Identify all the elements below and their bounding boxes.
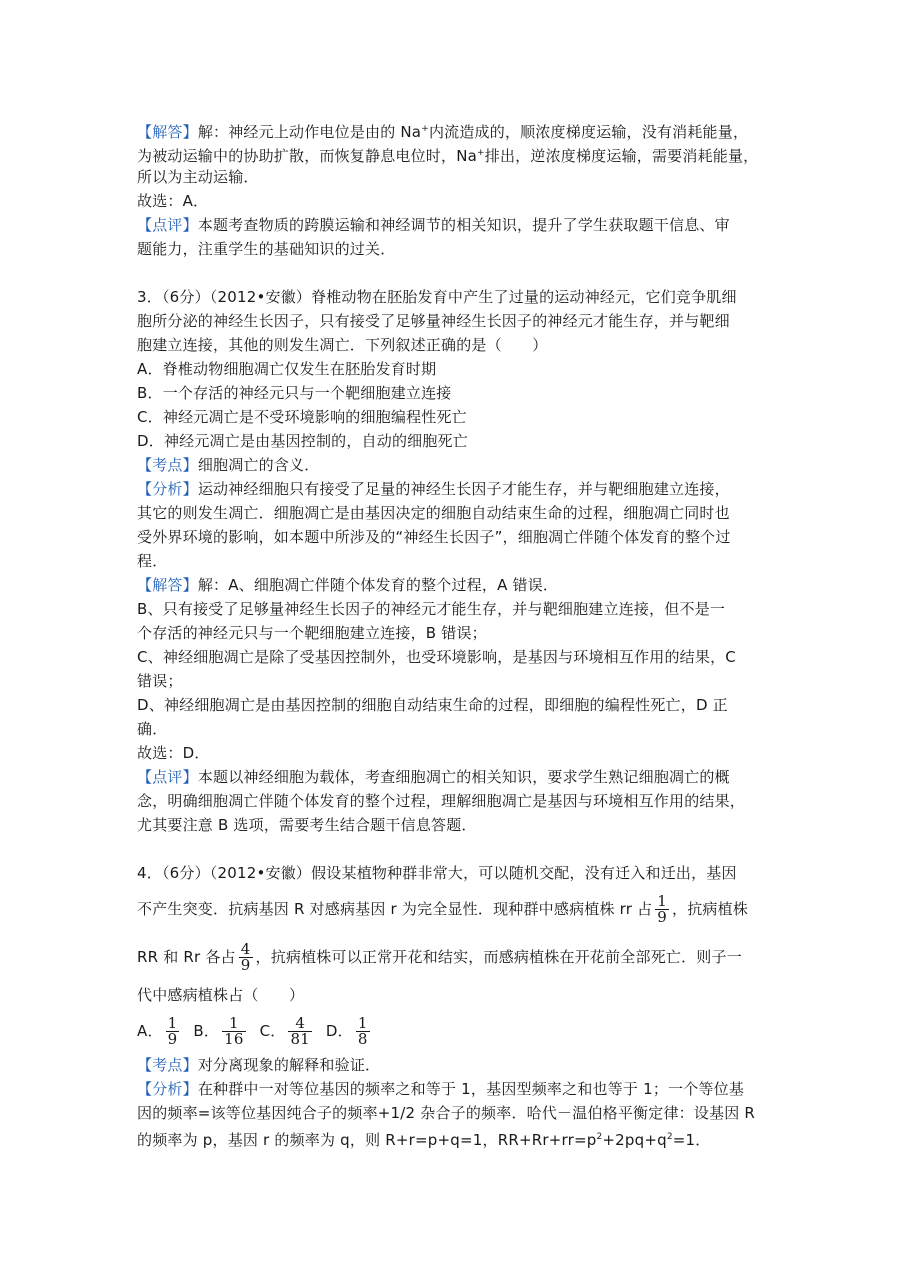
solution-line: B、只有接受了足够量神经生长因子的神经元才能生存，并与靶细胞建立连接，但不是一 <box>137 600 726 618</box>
option-d: D． <box>325 1022 353 1040</box>
analysis-line: 受外界环境的影响，如本题中所涉及的“神经生长因子”，细胞凋亡伴随个体发育的整个过 <box>137 528 731 546</box>
question-4-stem: 不产生突变．抗病基因 R 对感病基因 r 为完全显性．现种群中感病植株 rr 占 $\frac{1}{9}$ ，抗病植株 <box>137 892 749 926</box>
fraction: $\frac{1}{8}$ <box>357 1014 368 1048</box>
option-b: B．一个存活的神经元只与一个靶细胞建立连接 <box>137 384 452 402</box>
spacer <box>137 261 777 285</box>
fraction: $\frac{1}{9}$ <box>657 892 668 926</box>
choice-line: 故选：D． <box>137 744 210 762</box>
option-b: B． <box>193 1022 220 1040</box>
review-tag: 【点评】 <box>137 768 198 786</box>
question-4-stem: 4．（6分）（2012•安徽）假设某植物种群非常大，可以随机交配，没有迁入和迁出，基因 <box>137 864 737 882</box>
option-a: A．脊椎动物细胞凋亡仅发生在胚胎发育时期 <box>137 360 437 378</box>
solution-line: 确． <box>137 720 168 738</box>
analysis-line: 【分析】运动神经细胞只有接受了足量的神经生长因子才能生存，并与靶细胞建立连接， <box>137 480 730 498</box>
fraction: $\frac{1}{16}$ <box>224 1014 244 1048</box>
kaodian-tag: 【考点】 <box>137 456 198 474</box>
option-d: D．神经元凋亡是由基因控制的，自动的细胞死亡 <box>137 432 468 450</box>
solution-line: D、神经细胞凋亡是由基因控制的细胞自动结束生命的过程，即细胞的编程性死亡，D 正 <box>137 696 728 714</box>
review-tag: 【点评】 <box>137 216 198 234</box>
question-3-stem: 3．（6分）（2012•安徽）脊椎动物在胚胎发育中产生了过量的运动神经元，它们竞争肌细 <box>137 288 737 306</box>
review-line: 【点评】本题以神经细胞为载体，考查细胞凋亡的相关知识，要求学生熟记细胞凋亡的概 <box>137 768 730 786</box>
solution-line: 【解答】解：A、细胞凋亡伴随个体发育的整个过程，A 错误． <box>137 576 559 594</box>
analysis-tag: 【分析】 <box>137 480 198 498</box>
question-3-stem: 胞所分泌的神经生长因子，只有接受了足够量神经生长因子的神经元才能生存，并与靶细 <box>137 312 730 330</box>
option-c: C． <box>259 1022 286 1040</box>
analysis-line: 因的频率=该等位基因纯合子的频率+1/2 杂合子的频率．哈代－温伯格平衡定律：设基因 R <box>137 1104 756 1122</box>
answer-line: 为被动运输中的协助扩散，而恢复静息电位时，Na+排出，逆浓度梯度运输，需要消耗能量， <box>137 147 759 165</box>
fraction: $\frac{1}{9}$ <box>167 1014 178 1048</box>
question-4-options <box>137 1009 777 1053</box>
spacer <box>137 837 777 861</box>
knowledge-point: 【考点】细胞凋亡的含义． <box>137 456 320 474</box>
analysis-line: 的频率为 p，基因 r 的频率为 q，则 R+r=p+q=1，$RR+Rr+rr=p^2+2pq+q^2=1$． <box>137 1131 711 1149</box>
analysis-line: 其它的则发生凋亡．细胞凋亡是由基因决定的细胞自动结束生命的过程，细胞凋亡同时也 <box>137 504 730 522</box>
solution-tag: 【解答】 <box>137 576 198 594</box>
option-a: A． <box>137 1022 163 1040</box>
review-line: 题能力，注重学生的基础知识的过关． <box>137 240 396 258</box>
review-line: 念，明确细胞凋亡伴随个体发育的整个过程，理解细胞凋亡是基因与环境相互作用的结果， <box>137 792 746 810</box>
analysis-line: 程． <box>137 552 168 570</box>
solution-line: 个存活的神经元只与一个靶细胞建立连接，B 错误； <box>137 624 487 642</box>
question-4-stem: RR 和 Rr 各占 $\frac{4}{9}$ ，抗病植株可以正常开花和结实，而感病植株在开花前全部死亡．则子一 <box>137 940 742 974</box>
analysis-tag: 【分析】 <box>137 1080 198 1098</box>
option-c: C．神经元凋亡是不受环境影响的细胞编程性死亡 <box>137 408 467 426</box>
question-3-stem: 胞建立连接，其他的则发生凋亡．下列叙述正确的是（ ） <box>137 336 548 354</box>
fraction: $\frac{4}{81}$ <box>290 1014 310 1048</box>
knowledge-point: 【考点】对分离现象的解释和验证． <box>137 1056 381 1074</box>
answer-line: 所以为主动运输． <box>137 168 259 186</box>
kaodian-tag: 【考点】 <box>137 1056 198 1074</box>
review-line: 【点评】本题考查物质的跨膜运输和神经调节的相关知识，提升了学生获取题干信息、审 <box>137 216 730 234</box>
question-4-stem: 代中感病植株占（ ） <box>137 986 305 1004</box>
review-line: 尤其要注意 B 选项，需要考生结合题干信息答题． <box>137 816 477 834</box>
document-page <box>137 117 777 1149</box>
choice-line: 故选：A． <box>137 192 209 210</box>
solution-line: 错误； <box>137 672 183 690</box>
answer-tag: 【解答】 <box>137 123 198 141</box>
answer-line: 【解答】解：神经元上动作电位是由的 Na+内流造成的，顺浓度梯度运输，没有消耗能量， <box>137 123 749 141</box>
solution-line: C、神经细胞凋亡是除了受基因控制外，也受环境影响，是基因与环境相互作用的结果，C <box>137 648 736 666</box>
analysis-line: 【分析】在种群中一对等位基因的频率之和等于 1，基因型频率之和也等于 1；一个等位基 <box>137 1080 745 1098</box>
fraction: $\frac{4}{9}$ <box>240 940 251 974</box>
